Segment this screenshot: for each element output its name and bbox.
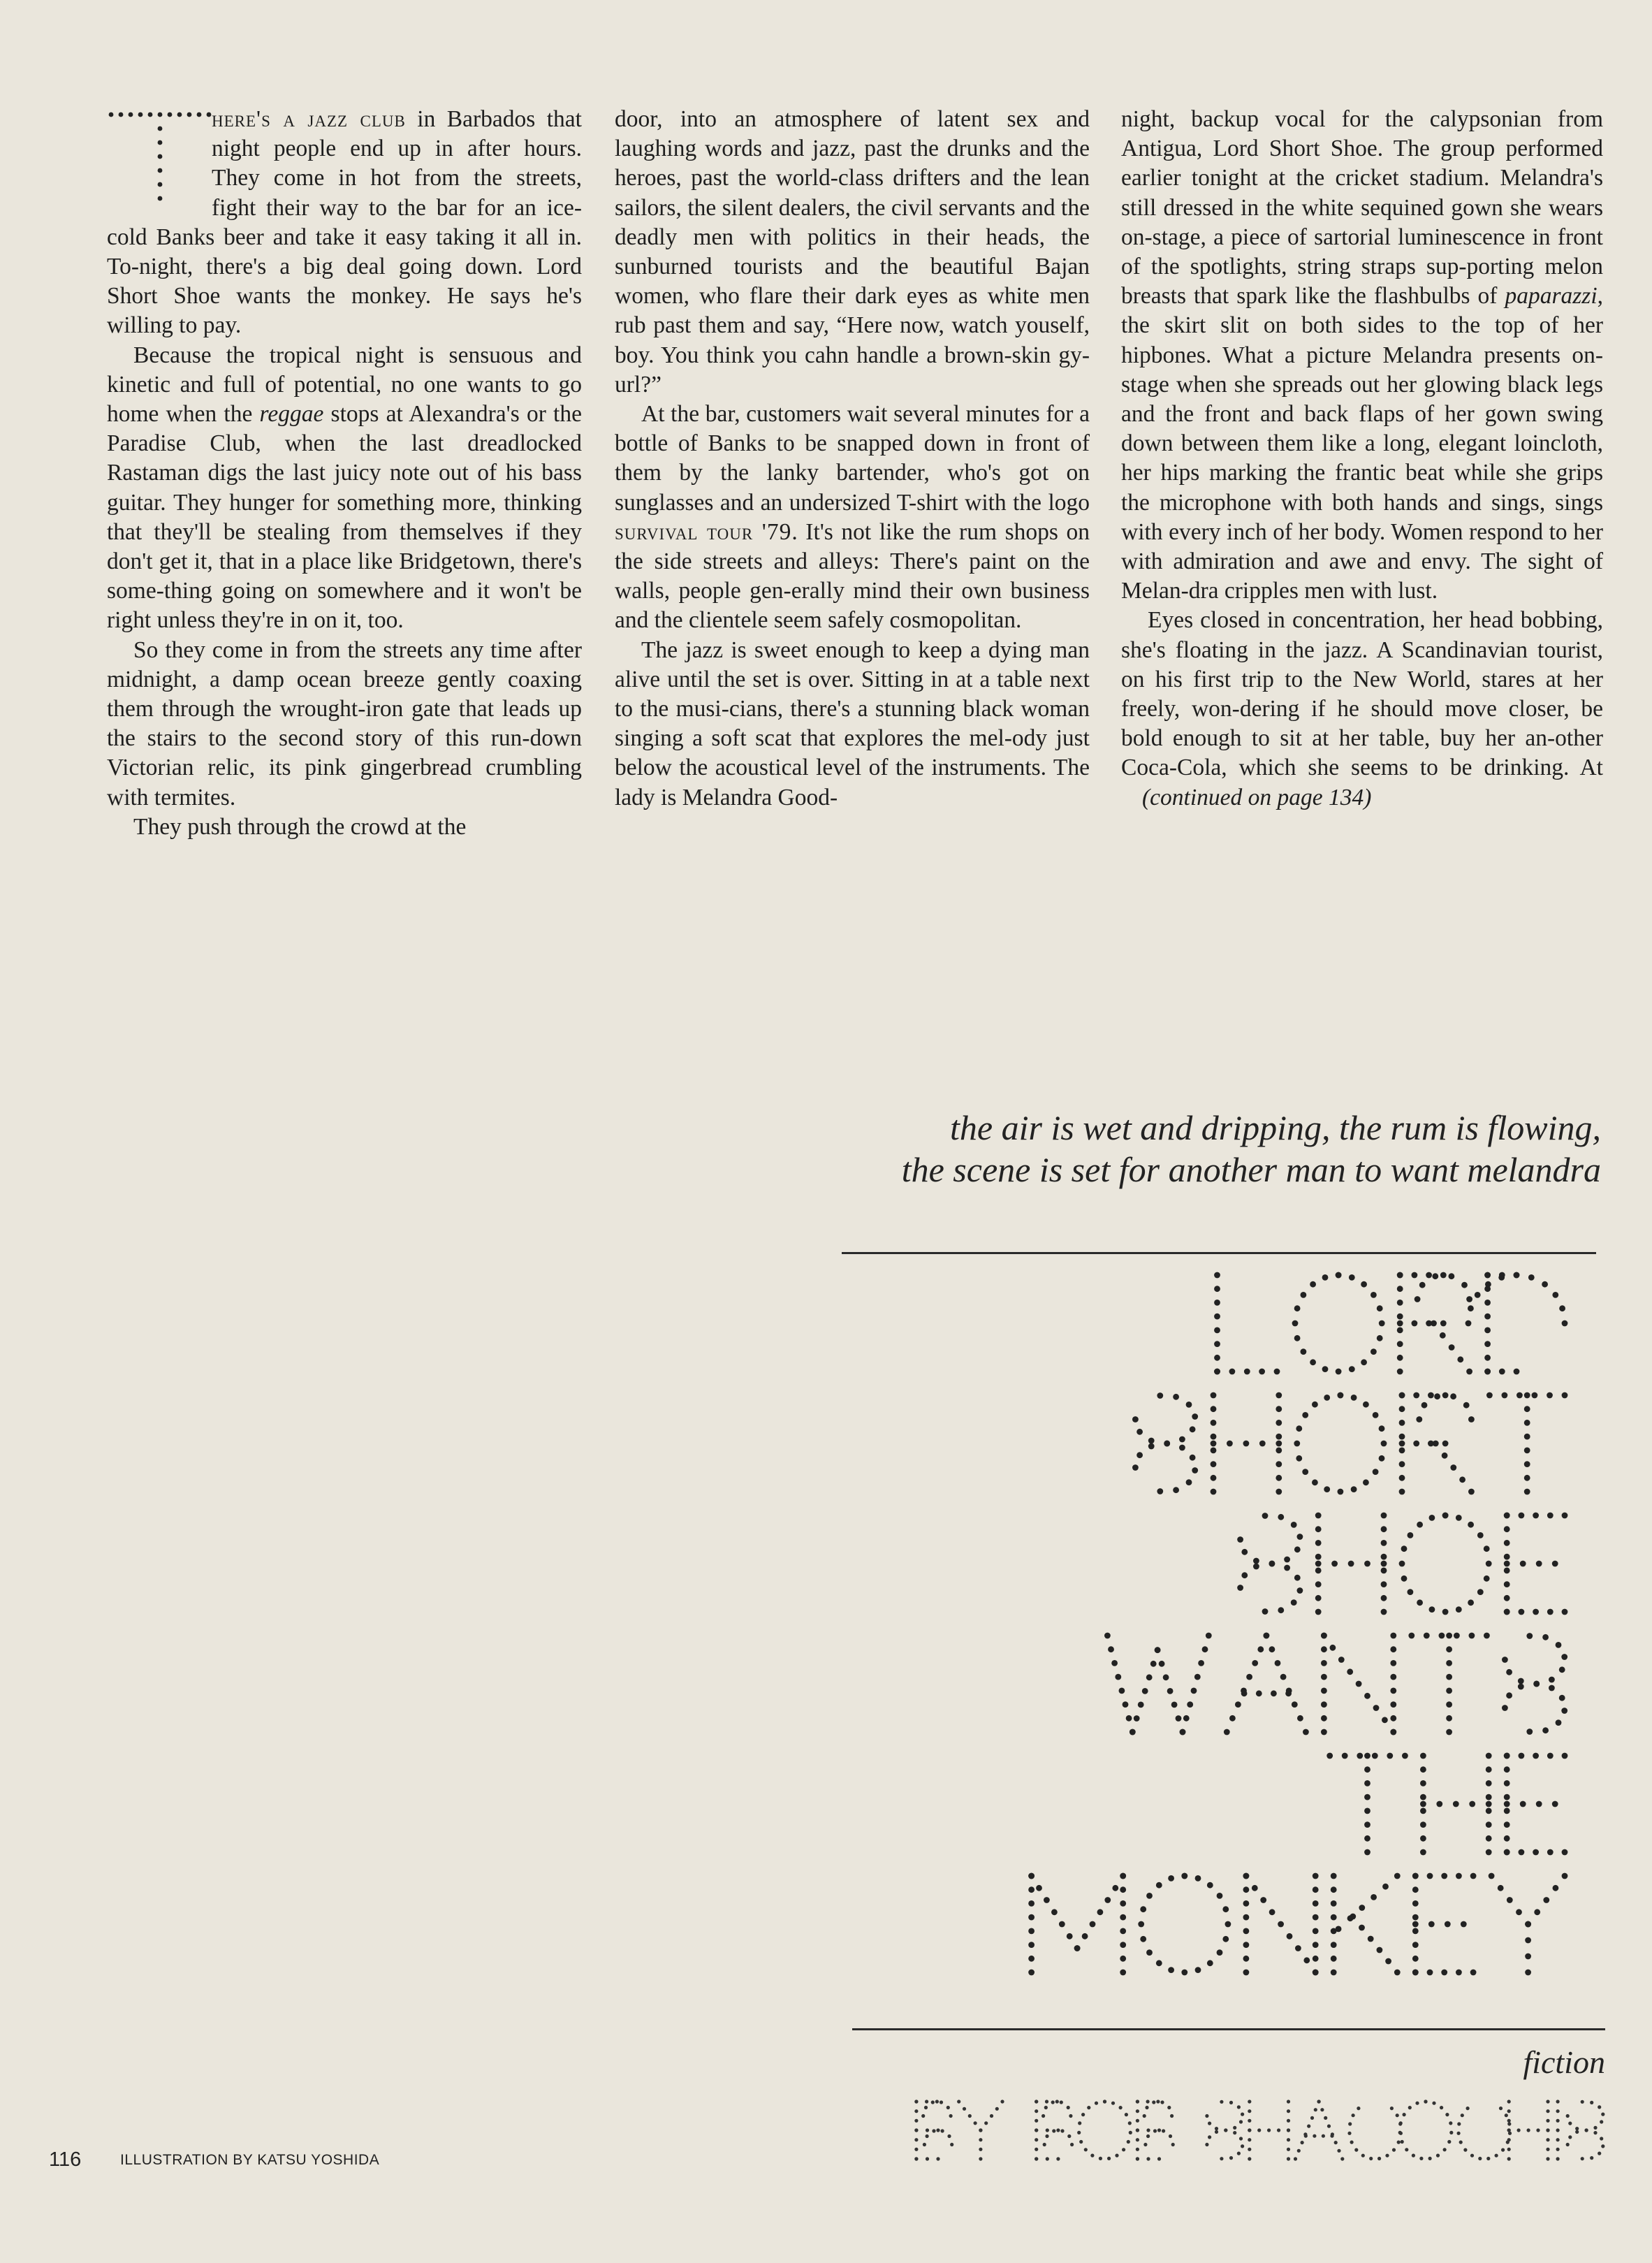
article-column-3 (1121, 105, 1603, 813)
title-line (956, 1272, 975, 1279)
page-number: 116 (49, 2148, 82, 2171)
dotted-word-lord (1214, 1272, 1567, 1375)
paragraph: They push through the crowd at the (133, 813, 467, 840)
paragraph (615, 400, 1090, 636)
title-line (908, 1272, 928, 1279)
divider (842, 1252, 1596, 1254)
article-column-2 (615, 105, 1090, 813)
byline (849, 2103, 1603, 2111)
dotted-word-short (1132, 1392, 1567, 1495)
divider (852, 2028, 1605, 2030)
paragraph-text: Eyes closed in concentration, her head bobbing, she's floating in the jazz. A Scandinavian tourist, on his first trip to the New World, stares at her freely, won-dering if he should move closer, be bold enough to sit at her table, buy her an-other Coca-Cola, which she seems to be drinking. At (1121, 607, 1603, 781)
paragraph-text: . It's not like the rum shops on the side streets and alleys: There's paint on the walls, people gen-erally mind their own business and the clientele seem safely cosmopolitan. (615, 518, 1090, 634)
paragraph-text: Because the tropical night is sensuous and kinetic and full of potential, no one wants to go home when the (107, 342, 582, 428)
paragraph (107, 341, 582, 636)
title-line (1005, 1272, 1019, 1279)
dotted-drop-cap (107, 102, 212, 219)
dotted-word-the (1326, 1753, 1567, 1856)
small-caps-logo: survival tour '79 (615, 518, 792, 545)
paragraph: door, into an atmosphere of latent sex and laughing words and jazz, past the drunks and the heroes, past the world-class drifters and the lean sailors, the silent dealers, the civil servants and the deadly men with politics in their heads, the sunburned tourists and the beautiful Bajan women, who flare their dark eyes as white men rub past them and say, “Here now, watch youself, boy. You think you cahn handle a brown-skin gy-url?” (615, 106, 1090, 398)
deck (768, 1107, 1601, 1191)
dotted-word-wants (1104, 1633, 1567, 1736)
paragraph (1121, 105, 1603, 606)
italic-word: reggae (259, 401, 324, 428)
paragraph-text: , the skirt slit on both sides to the top of her hipbones. What a picture Melandra presents on-stage when she spreads out her glowing black legs and the front and back flaps of her gown swing down between them like a long, elegant loincloth, her hips marking the frantic beat while she grips the microphone with both hands and sings, sings with every inch of her body. Women respond to her with admiration and awe and envy. The sight of Melan-dra cripples men with lust. (1121, 283, 1603, 604)
drop-cap-letter (107, 102, 111, 131)
title-line (1021, 1272, 1051, 1279)
paragraph (107, 105, 582, 341)
deck-line: the air is wet and dripping, the rum is flowing, (950, 1108, 1601, 1147)
title-line (977, 1272, 1002, 1279)
paragraph-text: stops at Alexandra's or the Paradise Club, when the last dreadlocked Rastaman digs the last juicy note out of his bass guitar. They hunger for something more, thinking that they'll be stealing from themselves if they don't get it, that in a place like Bridgetown, there's some-thing going on somewhere and it won't be right unless they're in on it, too. (107, 401, 582, 634)
dotted-word-shoe (1237, 1513, 1567, 1615)
paragraph: The jazz is sweet enough to keep a dying man alive until the set is over. Sitting in at a table next to the musi-cians, there's a stunning black woman singing a soft scat that explores the mel-ody just below the acoustical level of the instruments. The lady is Melandra Good- (615, 636, 1090, 810)
deck-line: the scene is set for another man to want melandra (901, 1150, 1601, 1189)
title-line (930, 1272, 953, 1279)
illustration-credit: ILLUSTRATION BY KATSU YOSHIDA (120, 2152, 380, 2168)
dotted-title-illustration (866, 1268, 1607, 2023)
genre-label: fiction (1523, 2044, 1605, 2080)
article-column-1 (107, 105, 582, 842)
continued-note: (continued on page 134) (1142, 784, 1372, 810)
dotted-word-monkey (1028, 1873, 1567, 1976)
italic-word: paparazzi (1505, 283, 1598, 310)
title (908, 1272, 1607, 1279)
paragraph-text: in Barbados that night people end up in after hours. They come in hot from the streets, fight their way to the bar for an ice-cold Banks beer and take it easy taking it all in. To-night, there's a big deal going down. Lord Short Shoe wants the monkey. He says he's willing to pay. (107, 106, 582, 339)
lead-in: here's a jazz club (212, 106, 406, 132)
paragraph (1121, 606, 1603, 812)
paragraph-text: night, backup vocal for the calypsonian from Antigua, Lord Short Shoe. The group performed earlier tonight at the cricket stadium. Melandra's still dressed in the white sequined gown she wears on-stage, a piece of sartorial luminescence in front of the spotlights, string straps sup-porting melon breasts that spark like the flashbulbs of (1121, 106, 1603, 310)
drop-cap-dots (107, 110, 212, 222)
paragraph-text: At the bar, customers wait several minutes for a bottle of Banks to be snapped down in front of them by the lanky bartender, who's got on sunglasses and an undersized T-shirt with the logo (615, 401, 1090, 516)
paragraph: So they come in from the streets any time after midnight, a damp ocean breeze gently coaxing them through the wrought-iron gate that leads up the stairs to the second story of this run-down Victorian relic, its pink gingerbread crumbling with termites. (107, 636, 582, 810)
